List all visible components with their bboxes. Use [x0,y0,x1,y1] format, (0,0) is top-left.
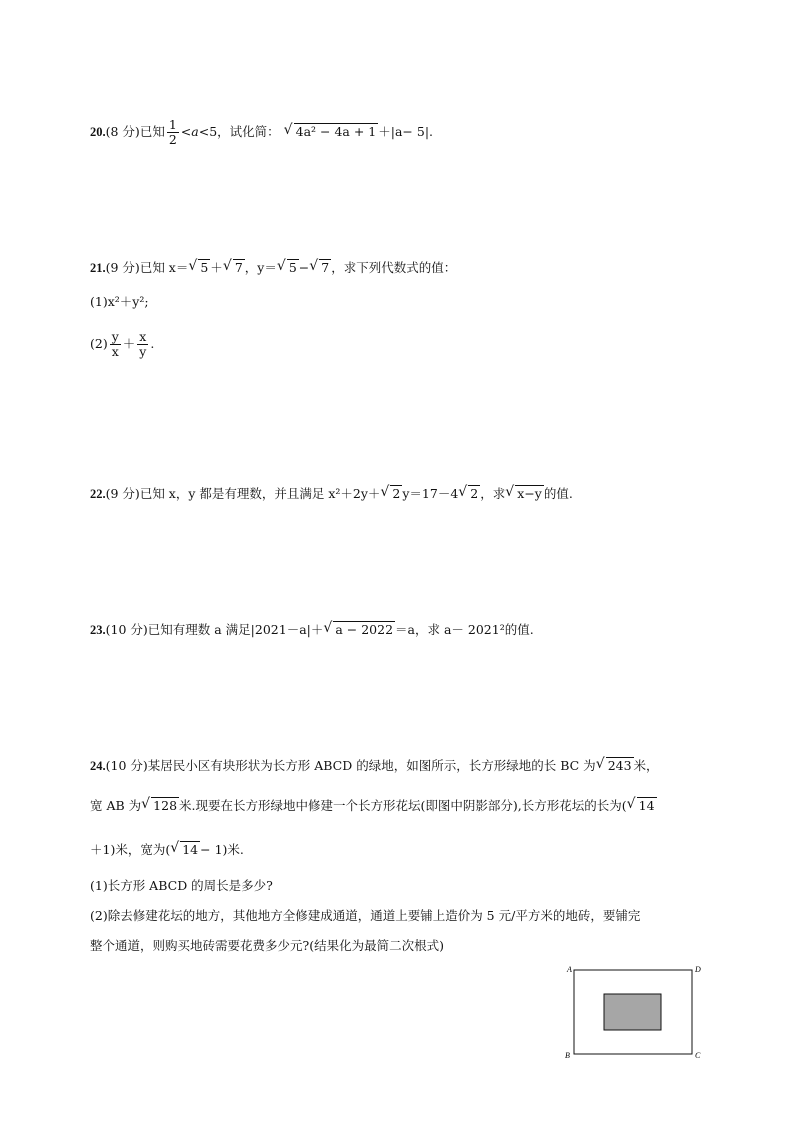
question-20 [90,118,433,147]
rectangle-figure [560,962,710,1062]
radical [170,842,200,857]
score: (8 分) [105,124,140,139]
text: 已知 x，y 都是有理数，并且满足 x²＋2y＋ [139,486,381,501]
text: 已知有理数 a 满足|2021－a|＋ [147,622,324,637]
denominator: y [139,344,147,359]
numerator: y [111,329,119,344]
radical [188,260,210,275]
q24-sub2-line2: 整个通道，则购买地砖需要花费多少元?(结果化为最简二次根式) [90,938,444,953]
text: <5，试化简： [198,124,280,139]
radical [505,486,544,501]
text: − 1)米. [200,842,244,857]
score: (9 分) [105,486,140,501]
text: 的值. [543,486,573,501]
q21-part1: (1)x²＋y²; [90,294,149,309]
question-22 [90,484,573,502]
score: (10 分) [105,622,148,637]
score: (10 分) [105,758,148,773]
numerator: x [139,329,147,344]
radicand: 7 [234,260,243,275]
question-21 [90,258,456,276]
text: ＋1)米，宽为( [90,842,171,857]
radical [309,260,331,275]
question-24 [90,756,659,774]
variable: a [191,124,199,139]
radical [284,124,379,139]
radicand: 5 [200,260,209,275]
label-d: D [695,965,701,974]
radical [627,798,657,813]
question-number: 24. [90,759,106,773]
radical [277,260,299,275]
text: < [180,124,192,139]
text: ＋|a− 5|. [378,124,434,139]
question-number: 22. [90,487,106,501]
q24-sub1: (1)长方形 ABCD 的周长是多少? [90,878,273,893]
fraction [167,118,179,147]
text: y＝17－4 [402,486,459,501]
label-c: C [695,1051,701,1060]
text: 某居民小区有块形状为长方形 ABCD 的绿地，如图所示，长方形绿地的长 BC 为 [147,758,596,773]
fraction [110,330,121,359]
radicand: 7 [321,260,330,275]
text: ，求下列代数式的值： [331,260,457,275]
text: ＝a，求 a－ 2021²的值. [395,622,534,637]
question-number: 23. [90,623,106,637]
text: . [150,336,155,351]
text: 已知 [139,124,165,139]
radicand: 14 [182,842,199,857]
radicand: 2 [392,486,401,501]
operator: ＋ [122,336,136,351]
q24-sub2-line1: (2)除去修建花坛的地方，其他地方全修建成通道，通道上要铺上造价为 5 元/平方米的地砖，要铺完 [90,908,641,923]
radical [458,486,480,501]
radicand: 243 [607,758,632,773]
q24-line3 [90,840,244,858]
label-a: A [567,965,572,974]
text: 米.现要在长方形绿地中修建一个长方形花坛(即图中阴影部分),长方形花坛的长为( [179,798,627,813]
operator: − [298,260,310,275]
fraction [137,330,148,359]
part-label: (2) [90,336,108,351]
text: 宽 AB 为 [90,798,142,813]
q24-line2 [90,796,657,814]
q21-part2 [90,330,154,359]
operator: ＋ [210,260,223,275]
radicand: 2 [470,486,479,501]
radicand: x−y [517,486,542,501]
text: ，y＝ [244,260,277,275]
flower-bed [604,994,661,1030]
radical [596,758,634,773]
radicand: a − 2022 [335,622,394,637]
label-b: B [565,1051,570,1060]
radical [323,622,395,637]
question-number: 21. [90,261,106,275]
radical [380,486,402,501]
radicand: 128 [153,798,178,813]
radicand: 5 [288,260,297,275]
question-23 [90,620,534,638]
text: 米， [633,758,659,773]
denominator: x [111,344,119,359]
score: (9 分) [105,260,140,275]
numerator: 1 [168,117,177,132]
text: ，求 [480,486,506,501]
radicand: 14 [638,798,655,813]
question-number: 20. [90,125,106,139]
text: 已知 x＝ [139,260,189,275]
radicand: 4a² − 4a + 1 [295,124,377,139]
denominator: 2 [168,132,177,147]
radical [141,798,179,813]
radical [223,260,245,275]
